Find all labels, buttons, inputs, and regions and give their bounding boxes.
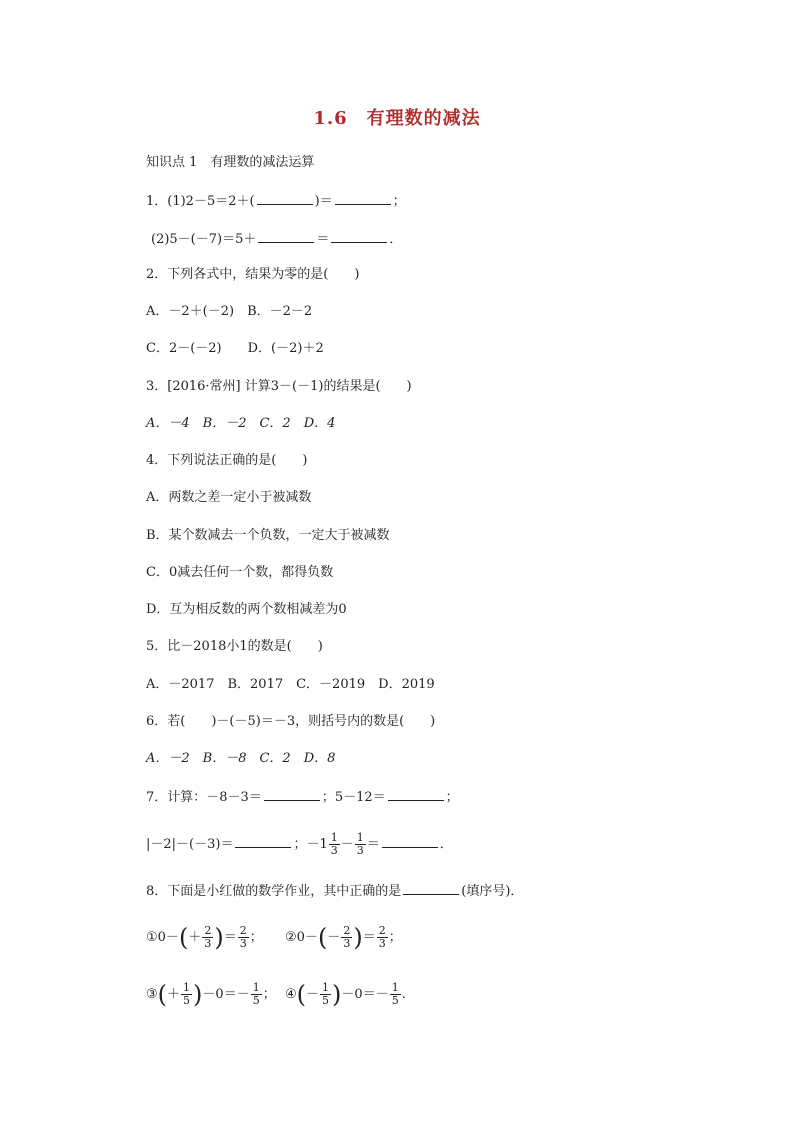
- question-4-option-d: D．互为相反数的两个数相减差为0: [146, 602, 347, 617]
- page-title: 1.6 有理数的减法: [313, 108, 481, 129]
- question-5-options: A．－2017 B．2017 C．－2019 D．2019: [146, 677, 435, 692]
- fraction: $\frac{2}{3}$: [204, 924, 212, 950]
- question-8-item-4: ④(－ $\frac{1}{5}$ )－0＝－ $\frac{1}{5}$ .: [285, 980, 406, 1009]
- answer-blank[interactable]: [335, 190, 391, 205]
- question-5-stem: 5．比－2018小1的数是( ): [146, 639, 323, 654]
- question-7-line-1: 7．计算：－8－3＝ ；5－12＝ ；: [146, 786, 459, 808]
- question-8-item-1: ①0－(＋ $\frac{2}{3}$ )＝ $\frac{2}{3}$ ；: [146, 923, 263, 952]
- question-3-options: A．－4 B．－2 C．2 D．4: [146, 416, 336, 431]
- fraction: $\frac{1}{3}$: [356, 831, 364, 857]
- question-2-options-ab: A．－2＋(－2) B．－2－2: [146, 304, 313, 319]
- question-4-option-b: B．某个数减去一个负数，一定大于被减数: [146, 528, 390, 543]
- question-8-item-3: ③(＋ $\frac{1}{5}$ )－0＝－ $\frac{1}{5}$ ；: [146, 980, 276, 1009]
- fraction: $\frac{2}{3}$: [378, 924, 386, 950]
- question-8-stem: 8．下面是小红做的数学作业，其中正确的是 (填序号)．: [146, 880, 523, 902]
- question-4-option-a: A．两数之差一定小于被减数: [146, 490, 312, 505]
- fraction: $\frac{1}{5}$: [322, 981, 330, 1007]
- question-2-options-cd: C．2－(－2) D．(－2)＋2: [146, 341, 324, 356]
- answer-blank[interactable]: [264, 786, 320, 801]
- question-4-option-c: C．0减去任何一个数，都得负数: [146, 565, 334, 580]
- fraction: $\frac{1}{5}$: [183, 981, 191, 1007]
- question-4-stem: 4．下列说法正确的是( ): [146, 453, 308, 468]
- fraction: $\frac{1}{5}$: [252, 981, 260, 1007]
- answer-blank[interactable]: [382, 833, 438, 848]
- question-1-line-2: (2)5－(－7)＝5＋ ＝ ．: [151, 228, 402, 250]
- answer-blank[interactable]: [403, 880, 459, 895]
- fraction: $\frac{1}{3}$: [330, 831, 338, 857]
- question-3-stem: 3．[2016·常州] 计算3－(－1)的结果是( ): [146, 379, 412, 394]
- fraction: $\frac{2}{3}$: [343, 924, 351, 950]
- answer-blank[interactable]: [331, 228, 387, 243]
- question-7-line-2: |－2|－(－3)＝ ；－1 $\frac{1}{3}$ － $\frac{1}{3}$ ＝ ．: [146, 831, 453, 857]
- answer-blank[interactable]: [257, 190, 313, 205]
- answer-blank[interactable]: [258, 228, 314, 243]
- answer-blank[interactable]: [235, 833, 291, 848]
- fraction: $\frac{2}{3}$: [239, 924, 247, 950]
- question-6-stem: 6．若( )－(－5)＝－3，则括号内的数是( ): [146, 714, 436, 729]
- answer-blank[interactable]: [388, 786, 444, 801]
- section-heading: 知识点 1 有理数的减法运算: [146, 155, 315, 170]
- question-6-options: A．－2 B．－8 C．2 D．8: [146, 751, 336, 766]
- fraction: $\frac{1}{5}$: [391, 981, 399, 1007]
- question-8-item-2: ②0－(－ $\frac{2}{3}$ )＝ $\frac{2}{3}$ ；: [285, 923, 402, 952]
- question-1-line-1: 1．(1)2－5＝2＋( )＝ ；: [146, 190, 406, 212]
- question-2-stem: 2．下列各式中，结果为零的是( ): [146, 267, 360, 282]
